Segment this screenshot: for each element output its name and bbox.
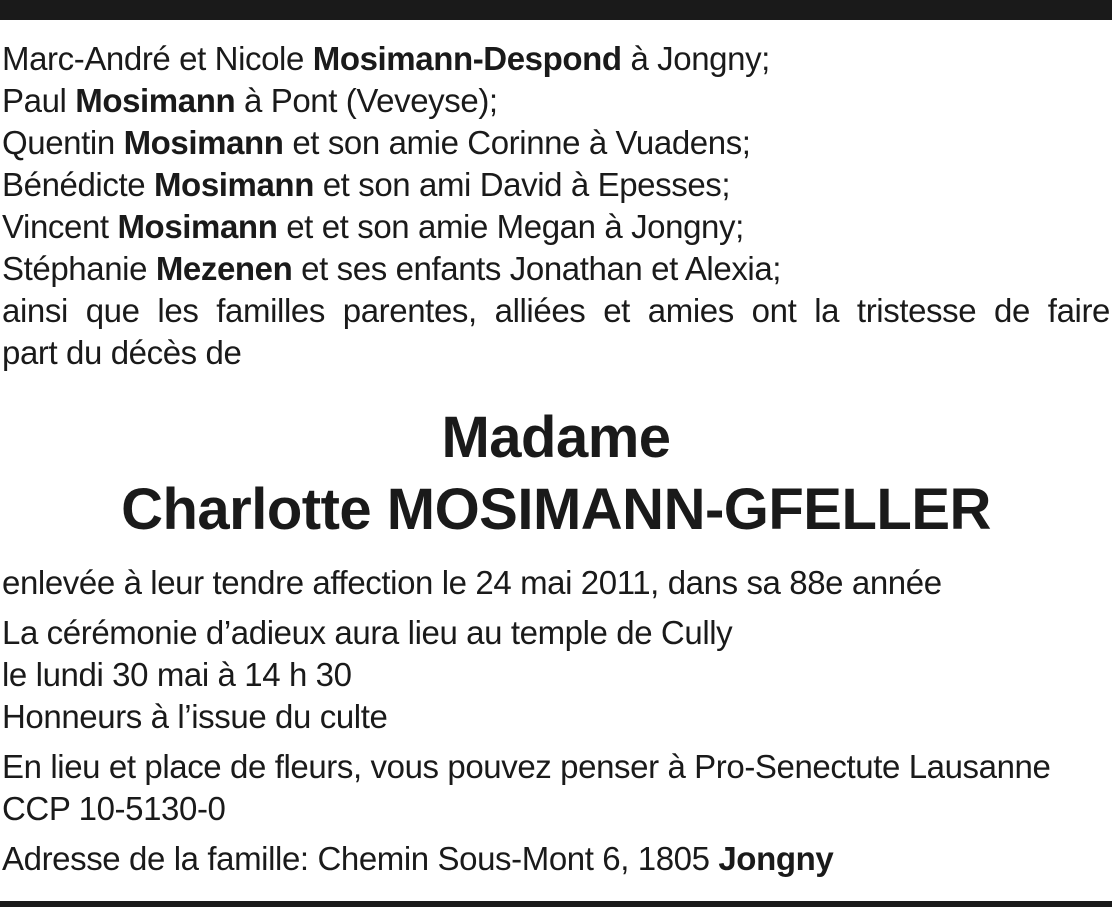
family-address: Adresse de la famille: Chemin Sous-Mont 6, 1805 Jongny (2, 840, 834, 877)
family-line: Quentin Mosimann et son amie Corinne à Vuadens; (2, 124, 751, 161)
donation-account: CCP 10-5130-0 (2, 790, 226, 827)
ceremony-date: le lundi 30 mai à 14 h 30 (2, 656, 352, 693)
family-surname: Mezenen (155, 250, 293, 287)
intro-text-end: part du décès de (2, 334, 242, 371)
ceremony-location: La cérémonie d’adieux aura lieu au temple de Cully (2, 614, 733, 651)
obituary-notice (2, 38, 1110, 880)
death-notice: enlevée à leur tendre affection le 24 mai 2011, dans sa 88e année (2, 564, 942, 601)
family-line: Vincent Mosimann et et son amie Megan à Jongny; (2, 208, 744, 245)
donation-text: En lieu et place de fleurs, vous pouvez penser à Pro-Senectute Lausanne (2, 748, 1051, 785)
intro-text: ainsi que les familles parentes, alliées et amies ont la tristesse de faire (2, 292, 1110, 329)
ceremony-honours: Honneurs à l’issue du culte (2, 698, 388, 735)
family-line: Stéphanie Mezenen et ses enfants Jonathan et Alexia; (2, 250, 782, 287)
family-line: Paul Mosimann à Pont (Veveyse); (2, 82, 498, 119)
family-surname: Mosimann (117, 208, 278, 245)
family-line: Bénédicte Mosimann et son ami David à Epesses; (2, 166, 731, 203)
family-surname: Mosimann (75, 82, 236, 119)
top-rule (0, 0, 1112, 20)
family-line: Marc-André et Nicole Mosimann-Despond à Jongny; (2, 40, 770, 77)
address-town: Jongny (718, 840, 834, 877)
family-surname: Mosimann-Despond (312, 40, 622, 77)
bottom-rule (0, 901, 1112, 907)
family-surname: Mosimann (153, 166, 314, 203)
deceased-title: Madame (441, 405, 671, 470)
family-surname: Mosimann (123, 124, 284, 161)
deceased-name: Charlotte MOSIMANN-GFELLER (121, 477, 991, 542)
